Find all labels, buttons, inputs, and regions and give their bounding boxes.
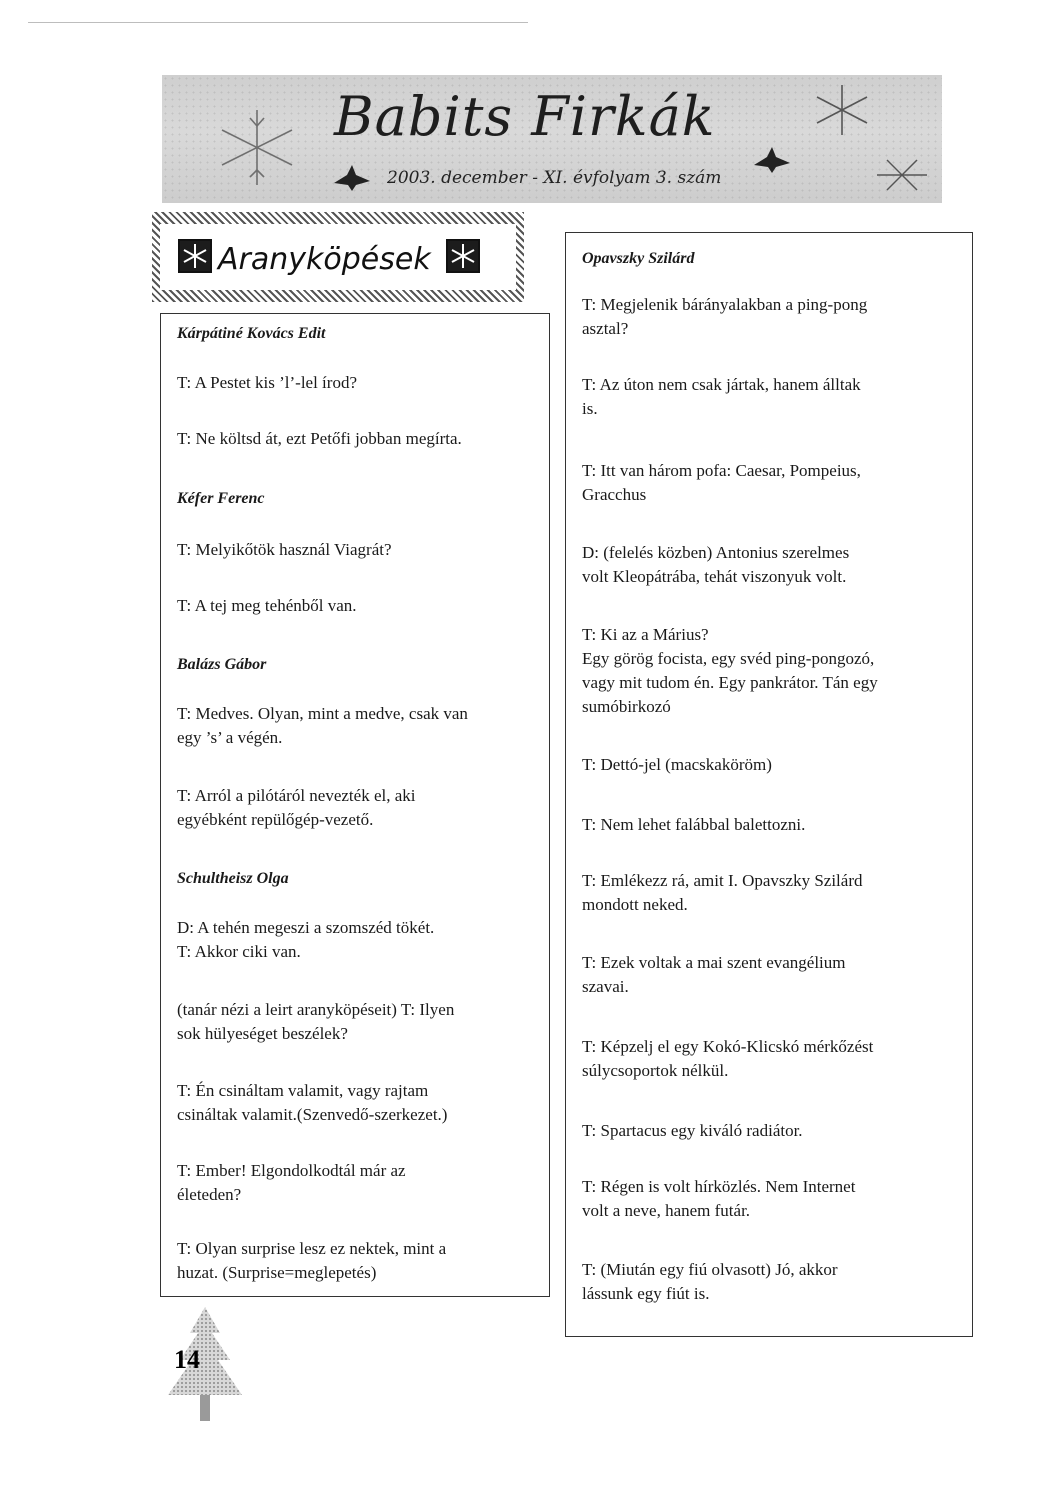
quote-line: életeden? xyxy=(177,1185,242,1204)
snowflake-icon xyxy=(202,100,312,195)
quote xyxy=(582,541,954,589)
quote-line: volt Kleopátrába, tehát viszonyuk volt. xyxy=(582,567,847,586)
quote-line: csináltak valamit.(Szenvedő-szerkezet.) xyxy=(177,1105,448,1124)
quote xyxy=(177,427,531,451)
quote-line: lássunk egy fiút is. xyxy=(582,1284,710,1303)
quote xyxy=(582,753,954,777)
quote-line: T: Ember! Elgondolkodtál már az xyxy=(177,1161,406,1180)
quote xyxy=(582,813,954,837)
quote-line: T: Ezek voltak a mai szent evangélium xyxy=(582,953,846,972)
quote xyxy=(582,951,954,999)
section-heading: Aranyköpések xyxy=(218,242,431,277)
quote xyxy=(177,998,531,1046)
teacher-name: Opavszky Szilárd xyxy=(582,250,695,267)
snowflake-icon xyxy=(178,239,212,273)
quote xyxy=(177,538,531,562)
quote xyxy=(582,623,954,719)
holly-icon xyxy=(332,163,372,193)
quote-line: T: Spartacus egy kiváló radiátor. xyxy=(582,1121,803,1140)
quote-line: T: Én csináltam valamit, vagy rajtam xyxy=(177,1081,429,1100)
quote xyxy=(177,371,531,395)
quote-line: T: A tej meg tehénből van. xyxy=(177,596,357,615)
snowflake-icon xyxy=(802,80,882,140)
holly-icon xyxy=(752,145,792,175)
quote-line: T: Megjelenik bárányalakban a ping-pong xyxy=(582,295,868,314)
quote-line: T: Nem lehet falábbal balettozni. xyxy=(582,815,806,834)
quote-line: T: (Miután egy fiú olvasott) Jó, akkor xyxy=(582,1260,838,1279)
quote xyxy=(582,459,954,507)
quote-line: szavai. xyxy=(582,977,629,996)
top-rule xyxy=(28,22,528,23)
snowflake-icon xyxy=(446,239,480,273)
quote xyxy=(177,1079,531,1127)
quote-line: T: Itt van három pofa: Caesar, Pompeius, xyxy=(582,461,861,480)
quote-line: sok hülyeséget beszélek? xyxy=(177,1024,348,1043)
quote-line: Egy görög focista, egy svéd ping-pongozó, xyxy=(582,649,875,668)
quote-line: D: (felelés közben) Antonius szerelmes xyxy=(582,543,850,562)
quote-line: is. xyxy=(582,399,598,418)
quote-line: T: Képzelj el egy Kokó-Klicskó mérkőzést xyxy=(582,1037,874,1056)
quote xyxy=(582,869,954,917)
quote-line: T: Olyan surprise lesz ez nektek, mint a xyxy=(177,1239,447,1258)
left-column xyxy=(160,313,550,1297)
quote xyxy=(177,916,531,964)
quote-line: T: Az úton nem csak jártak, hanem álltak xyxy=(582,375,861,394)
quote xyxy=(582,1119,954,1143)
quote xyxy=(582,293,954,341)
quote xyxy=(177,1237,531,1285)
quote-line: egyébként repülőgép-vezető. xyxy=(177,810,374,829)
quote-line: egy ’s’ a végén. xyxy=(177,728,283,747)
quote xyxy=(177,594,531,618)
quote-line: T: Dettó-jel (macskaköröm) xyxy=(582,755,772,774)
masthead-banner xyxy=(162,75,942,203)
quote-line: súlycsoportok nélkül. xyxy=(582,1061,729,1080)
right-column xyxy=(565,232,973,1337)
page-number: 14 xyxy=(174,1345,200,1374)
section-heading-inner xyxy=(160,224,516,290)
quote-line: T: Akkor ciki van. xyxy=(177,942,301,961)
quote-line: (tanár nézi a leirt aranyköpéseit) T: Ilyen xyxy=(177,1000,455,1019)
masthead-subtitle: 2003. december - XI. évfolyam 3. szám xyxy=(387,168,722,188)
quote-line: asztal? xyxy=(582,319,629,338)
quote xyxy=(582,1175,954,1223)
quote-line: T: Melyikőtök használ Viagrát? xyxy=(177,540,392,559)
quote-line: mondott neked. xyxy=(582,895,688,914)
quote xyxy=(582,373,954,421)
quote-line: T: Arról a pilótáról nevezték el, aki xyxy=(177,786,416,805)
quote-line: vagy mit tudom én. Egy pankrátor. Tán egy xyxy=(582,673,878,692)
snowflake-icon xyxy=(872,155,932,195)
quote-line: volt a neve, hanem futár. xyxy=(582,1201,751,1220)
quote-line: T: Ki az a Márius? xyxy=(582,625,709,644)
teacher-name: Schultheisz Olga xyxy=(177,870,289,887)
quote-line: T: Ne költsd át, ezt Petőfi jobban megírta. xyxy=(177,429,462,448)
quote-line: sumóbirkozó xyxy=(582,697,671,716)
quote-line: T: A Pestet kis ’l’-lel írod? xyxy=(177,373,357,392)
quote-line: T: Régen is volt hírközlés. Nem Internet xyxy=(582,1177,856,1196)
quote-line: Gracchus xyxy=(582,485,647,504)
quote xyxy=(177,702,531,750)
quote xyxy=(582,1035,954,1083)
quote xyxy=(582,1258,954,1306)
quote-line: D: A tehén megeszi a szomszéd tökét. xyxy=(177,918,435,937)
teacher-name: Balázs Gábor xyxy=(177,656,267,673)
teacher-name: Kéfer Ferenc xyxy=(177,490,265,507)
quote xyxy=(177,1159,531,1207)
teacher-name: Kárpátiné Kovács Edit xyxy=(177,325,326,342)
quote-line: huzat. (Surprise=meglepetés) xyxy=(177,1263,377,1282)
quote-line: T: Emlékezz rá, amit I. Opavszky Szilárd xyxy=(582,871,863,890)
masthead-title: Babits Firkák xyxy=(334,85,716,148)
quote xyxy=(177,784,531,832)
section-heading-frame xyxy=(152,212,524,302)
quote-line: T: Medves. Olyan, mint a medve, csak van xyxy=(177,704,468,723)
